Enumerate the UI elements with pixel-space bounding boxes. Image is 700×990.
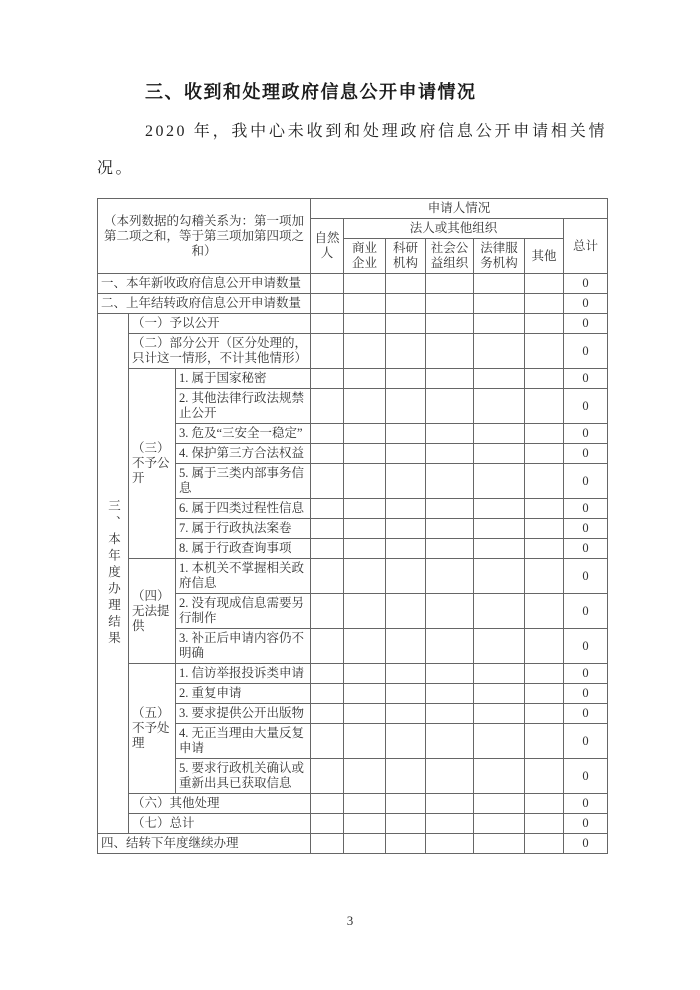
data-cell	[344, 724, 386, 759]
data-cell	[344, 539, 386, 559]
total-cell: 0	[564, 759, 608, 794]
data-cell	[311, 759, 344, 794]
data-cell	[311, 369, 344, 389]
data-cell	[474, 294, 525, 314]
data-cell	[525, 684, 564, 704]
header-applicant-situation: 申请人情况	[311, 199, 608, 219]
data-cell	[426, 499, 474, 519]
data-cell	[426, 389, 474, 424]
data-cell	[386, 704, 426, 724]
data-cell	[311, 499, 344, 519]
data-cell	[474, 274, 525, 294]
data-cell	[311, 444, 344, 464]
table-row	[98, 274, 608, 294]
total-cell: 0	[564, 519, 608, 539]
data-cell	[426, 759, 474, 794]
data-cell	[311, 834, 344, 854]
data-cell	[426, 834, 474, 854]
row-label: 4. 无正当理由大量反复申请	[176, 724, 311, 759]
total-cell: 0	[564, 389, 608, 424]
data-cell	[344, 559, 386, 594]
data-cell	[474, 424, 525, 444]
group-label: （四）无法提供	[129, 559, 176, 664]
total-cell: 0	[564, 274, 608, 294]
data-cell	[474, 389, 525, 424]
data-cell	[311, 559, 344, 594]
table-row	[98, 294, 608, 314]
data-cell	[525, 499, 564, 519]
data-cell	[525, 794, 564, 814]
row-label: 一、本年新收政府信息公开申请数量	[98, 274, 311, 294]
data-cell	[525, 664, 564, 684]
data-cell	[311, 274, 344, 294]
row-label: （二）部分公开（区分处理的，只计这一情形，不计其他情形）	[129, 334, 311, 369]
data-cell	[474, 559, 525, 594]
data-cell	[426, 464, 474, 499]
header-row	[98, 199, 608, 219]
data-cell	[344, 814, 386, 834]
row-label: 二、上年结转政府信息公开申请数量	[98, 294, 311, 314]
row-label: 2. 没有现成信息需要另行制作	[176, 594, 311, 629]
data-cell	[344, 334, 386, 369]
data-cell	[344, 834, 386, 854]
data-cell	[386, 274, 426, 294]
total-cell: 0	[564, 814, 608, 834]
total-cell: 0	[564, 294, 608, 314]
data-cell	[426, 519, 474, 539]
data-cell	[525, 539, 564, 559]
row-label: 4. 保护第三方合法权益	[176, 444, 311, 464]
total-cell: 0	[564, 594, 608, 629]
data-cell	[474, 334, 525, 369]
data-cell	[426, 424, 474, 444]
data-cell	[386, 389, 426, 424]
data-cell	[525, 424, 564, 444]
section-label-text: 三、本年度办理结果	[106, 499, 121, 648]
total-cell: 0	[564, 794, 608, 814]
data-cell	[311, 704, 344, 724]
data-cell	[525, 594, 564, 629]
data-cell	[344, 704, 386, 724]
data-cell	[311, 629, 344, 664]
data-cell	[386, 369, 426, 389]
total-cell: 0	[564, 684, 608, 704]
total-cell: 0	[564, 314, 608, 334]
total-cell: 0	[564, 704, 608, 724]
data-cell	[426, 444, 474, 464]
data-cell	[525, 274, 564, 294]
data-cell	[525, 724, 564, 759]
total-cell: 0	[564, 539, 608, 559]
table-row	[98, 314, 608, 334]
data-cell	[426, 334, 474, 369]
page-number: 3	[346, 913, 354, 928]
data-cell	[474, 314, 525, 334]
section-label	[98, 314, 129, 834]
data-cell	[474, 499, 525, 519]
data-cell	[311, 519, 344, 539]
data-cell	[311, 664, 344, 684]
data-cell	[525, 759, 564, 794]
data-cell	[311, 724, 344, 759]
data-cell	[525, 704, 564, 724]
data-cell	[311, 424, 344, 444]
table-body	[98, 274, 608, 854]
data-cell	[386, 314, 426, 334]
data-cell	[474, 684, 525, 704]
data-cell	[386, 424, 426, 444]
data-cell	[311, 794, 344, 814]
total-cell: 0	[564, 334, 608, 369]
data-cell	[344, 684, 386, 704]
row-label: 1. 属于国家秘密	[176, 369, 311, 389]
row-label: 四、结转下年度继续办理	[98, 834, 311, 854]
data-cell	[311, 539, 344, 559]
data-cell	[474, 629, 525, 664]
data-cell	[426, 664, 474, 684]
table-row	[98, 814, 608, 834]
header-org-type-other: 其他	[525, 239, 564, 274]
data-cell	[426, 629, 474, 664]
data-cell	[386, 334, 426, 369]
row-label: 6. 属于四类过程性信息	[176, 499, 311, 519]
total-cell: 0	[564, 559, 608, 594]
data-cell	[386, 559, 426, 594]
data-cell	[474, 814, 525, 834]
row-label: 7. 属于行政执法案卷	[176, 519, 311, 539]
data-cell	[311, 594, 344, 629]
total-cell: 0	[564, 444, 608, 464]
data-cell	[474, 519, 525, 539]
data-cell	[525, 464, 564, 499]
data-cell	[426, 314, 474, 334]
data-cell	[386, 664, 426, 684]
data-cell	[426, 814, 474, 834]
row-label: 3. 危及“三安全一稳定”	[176, 424, 311, 444]
data-cell	[386, 539, 426, 559]
data-cell	[474, 464, 525, 499]
data-cell	[525, 834, 564, 854]
total-cell: 0	[564, 499, 608, 519]
row-label: 3. 要求提供公开出版物	[176, 704, 311, 724]
data-cell	[344, 274, 386, 294]
data-cell	[525, 629, 564, 664]
data-cell	[386, 464, 426, 499]
data-cell	[344, 444, 386, 464]
data-cell	[311, 464, 344, 499]
row-label: （六）其他处理	[129, 794, 311, 814]
header-total: 总计	[564, 219, 608, 274]
data-cell	[474, 444, 525, 464]
data-cell	[386, 814, 426, 834]
row-label: （一）予以公开	[129, 314, 311, 334]
table-row	[98, 834, 608, 854]
data-cell	[525, 444, 564, 464]
data-cell	[344, 294, 386, 314]
data-cell	[311, 684, 344, 704]
data-cell	[344, 594, 386, 629]
data-cell	[344, 664, 386, 684]
table-row	[98, 369, 608, 389]
total-cell: 0	[564, 724, 608, 759]
data-cell	[311, 294, 344, 314]
data-cell	[386, 724, 426, 759]
data-cell	[474, 794, 525, 814]
table-row	[98, 559, 608, 594]
data-cell	[386, 294, 426, 314]
data-cell	[426, 594, 474, 629]
info-table	[97, 198, 608, 854]
data-cell	[474, 539, 525, 559]
data-cell	[344, 499, 386, 519]
data-cell	[426, 559, 474, 594]
data-cell	[525, 334, 564, 369]
total-cell: 0	[564, 424, 608, 444]
data-cell	[344, 519, 386, 539]
header-org-type-business: 商业企业	[344, 239, 386, 274]
body-paragraph: 2020 年，我中心未收到和处理政府信息公开申请相关情况。	[97, 123, 607, 177]
data-cell	[426, 794, 474, 814]
data-cell	[474, 834, 525, 854]
data-cell	[426, 294, 474, 314]
data-cell	[386, 834, 426, 854]
table-note: （本列数据的勾稽关系为：第一项加第二项之和，等于第三项加第四项之和）	[98, 199, 311, 274]
data-cell	[426, 369, 474, 389]
header-legal-org: 法人或其他组织	[344, 219, 564, 239]
data-cell	[311, 314, 344, 334]
data-cell	[525, 814, 564, 834]
header-org-type-public-welfare: 社会公益组织	[426, 239, 474, 274]
data-cell	[386, 794, 426, 814]
data-cell	[386, 629, 426, 664]
row-label: 5. 要求行政机关确认或重新出具已获取信息	[176, 759, 311, 794]
data-cell	[386, 519, 426, 539]
data-cell	[525, 519, 564, 539]
data-cell	[474, 724, 525, 759]
row-label: 1. 信访举报投诉类申请	[176, 664, 311, 684]
data-cell	[344, 794, 386, 814]
data-cell	[525, 559, 564, 594]
total-cell: 0	[564, 664, 608, 684]
data-cell	[525, 389, 564, 424]
data-cell	[344, 629, 386, 664]
data-cell	[344, 759, 386, 794]
group-label: （五）不予处理	[129, 664, 176, 794]
total-cell: 0	[564, 834, 608, 854]
data-cell	[386, 594, 426, 629]
data-cell	[344, 389, 386, 424]
data-cell	[386, 499, 426, 519]
data-cell	[525, 294, 564, 314]
row-label: （七）总计	[129, 814, 311, 834]
data-cell	[386, 444, 426, 464]
header-org-type-research: 科研机构	[386, 239, 426, 274]
data-cell	[474, 594, 525, 629]
data-cell	[311, 389, 344, 424]
row-label: 3. 补正后申请内容仍不明确	[176, 629, 311, 664]
header-natural-person: 自然人	[311, 219, 344, 274]
data-cell	[474, 704, 525, 724]
row-label: 1. 本机关不掌握相关政府信息	[176, 559, 311, 594]
data-cell	[426, 274, 474, 294]
data-cell	[474, 369, 525, 389]
group-label: （三）不予公开	[129, 369, 176, 559]
data-cell	[344, 314, 386, 334]
data-cell	[344, 424, 386, 444]
row-label: 5. 属于三类内部事务信息	[176, 464, 311, 499]
page-title: 三、收到和处理政府信息公开申请情况	[145, 82, 477, 102]
data-cell	[525, 369, 564, 389]
table-row	[98, 664, 608, 684]
data-cell	[525, 314, 564, 334]
total-cell: 0	[564, 464, 608, 499]
row-label: 8. 属于行政查询事项	[176, 539, 311, 559]
data-cell	[474, 759, 525, 794]
row-label: 2. 重复申请	[176, 684, 311, 704]
data-cell	[426, 724, 474, 759]
header-org-type-legal-service: 法律服务机构	[474, 239, 525, 274]
table-row	[98, 334, 608, 369]
data-cell	[344, 464, 386, 499]
total-cell: 0	[564, 629, 608, 664]
data-cell	[426, 539, 474, 559]
data-cell	[344, 369, 386, 389]
data-cell	[426, 704, 474, 724]
data-cell	[426, 684, 474, 704]
data-cell	[386, 684, 426, 704]
data-cell	[311, 334, 344, 369]
row-label: 2. 其他法律行政法规禁止公开	[176, 389, 311, 424]
table-row	[98, 794, 608, 814]
total-cell: 0	[564, 369, 608, 389]
data-cell	[311, 814, 344, 834]
data-cell	[386, 759, 426, 794]
data-cell	[474, 664, 525, 684]
